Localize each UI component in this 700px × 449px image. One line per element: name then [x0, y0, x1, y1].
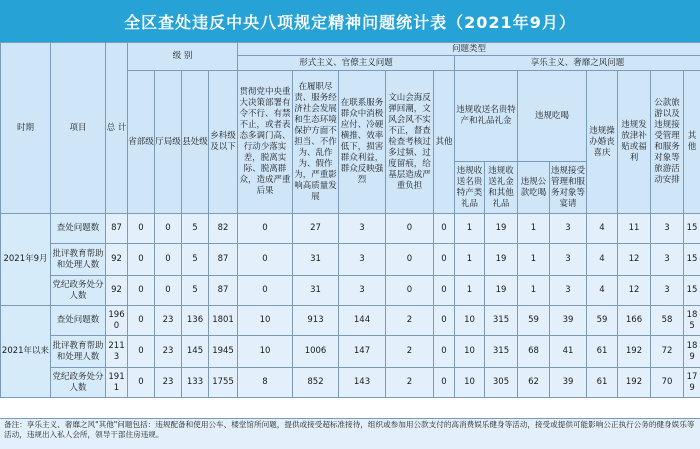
table-row [1, 336, 700, 368]
value-cell: 15 [684, 214, 700, 244]
value-cell: 0 [434, 276, 455, 306]
value-cell: 72 [651, 336, 684, 368]
value-cell: 0 [386, 244, 434, 276]
value-cell: 189 [684, 336, 700, 368]
page-title: 全区查处违反中央八项规定精神问题统计表（2021年9月） [0, 0, 700, 42]
value-cell: 15 [684, 276, 700, 306]
item-cell: 批评教育帮助和处理人数 [51, 244, 106, 276]
value-cell: 305 [485, 368, 518, 398]
value-cell: 19 [485, 214, 518, 244]
value-cell: 0 [155, 276, 182, 306]
value-cell: 0 [434, 214, 455, 244]
period-cell: 2021年以来 [1, 306, 51, 398]
value-cell: 3 [550, 214, 587, 244]
value-cell: 0 [238, 214, 293, 244]
header-gift-group: 违规收送名贵特产和礼品礼金 [455, 71, 518, 162]
header-level-col: 省部级 [128, 71, 155, 214]
value-cell: 8 [238, 368, 293, 398]
table-row [1, 244, 700, 276]
value-cell: 12 [618, 276, 651, 306]
value-cell: 31 [293, 244, 339, 276]
header-level: 级 别 [128, 43, 238, 71]
value-cell: 27 [293, 214, 339, 244]
value-cell: 0 [238, 276, 293, 306]
value-cell: 10 [455, 336, 485, 368]
value-cell: 0 [128, 368, 155, 398]
value-cell: 1945 [209, 336, 238, 368]
value-cell: 185 [684, 306, 700, 336]
value-cell: 10 [238, 306, 293, 336]
header-hedonism-col: 违规操办婚丧喜庆 [587, 71, 618, 214]
value-cell: 315 [485, 306, 518, 336]
value-cell: 0 [128, 336, 155, 368]
value-cell: 0 [128, 214, 155, 244]
value-cell: 10 [455, 368, 485, 398]
header-period: 时期 [1, 43, 51, 214]
header-level-col: 厅局级 [155, 71, 182, 214]
value-cell: 87 [209, 244, 238, 276]
value-cell: 1801 [209, 306, 238, 336]
table-data-body [1, 214, 700, 398]
value-cell: 192 [618, 336, 651, 368]
period-cell: 2021年9月 [1, 214, 51, 306]
header-hedonism-col: 违规发放津补贴或福利 [618, 71, 651, 214]
value-cell: 2 [386, 368, 434, 398]
value-cell: 70 [651, 368, 684, 398]
item-cell: 查处问题数 [51, 214, 106, 244]
value-cell: 0 [128, 244, 155, 276]
value-cell: 2 [386, 306, 434, 336]
header-hedonism-col: 公款旅游以及违规接受管理和服务对象等旅游活动安排 [651, 71, 684, 214]
value-cell: 23 [155, 306, 182, 336]
header-formalism-col: 在履职尽责、服务经济社会发展和生态环境保护方面不担当、不作为、乱作为、假作为，严重影响高质量发展 [293, 71, 339, 214]
header-formalism-col: 文山会海反弹回潮，文风会风不实不正，督查检查考核过多过频、过度留痕，给基层造成严重负担 [386, 71, 434, 214]
value-cell: 4 [587, 276, 618, 306]
table-row [1, 306, 700, 336]
header-dining-group: 违规吃喝 [518, 71, 587, 162]
value-cell: 147 [339, 336, 386, 368]
value-cell: 0 [386, 214, 434, 244]
item-cell: 党纪政务处分人数 [51, 276, 106, 306]
value-cell: 5 [182, 214, 209, 244]
value-cell: 143 [339, 368, 386, 398]
value-cell: 1755 [209, 368, 238, 398]
value-cell: 87 [106, 214, 128, 244]
value-cell: 61 [587, 368, 618, 398]
table-row [1, 276, 700, 306]
value-cell: 87 [209, 276, 238, 306]
value-cell: 144 [339, 306, 386, 336]
value-cell: 3 [339, 244, 386, 276]
value-cell: 92 [106, 244, 128, 276]
value-cell: 0 [155, 214, 182, 244]
value-cell: 1911 [106, 368, 128, 398]
value-cell: 3 [651, 276, 684, 306]
value-cell: 1 [455, 214, 485, 244]
header-problem-type: 问题类型 [238, 43, 700, 56]
value-cell: 41 [550, 336, 587, 368]
item-cell: 查处问题数 [51, 306, 106, 336]
value-cell: 0 [434, 336, 455, 368]
value-cell: 1 [518, 244, 550, 276]
value-cell: 133 [182, 368, 209, 398]
value-cell: 179 [684, 368, 700, 398]
value-cell: 68 [518, 336, 550, 368]
value-cell: 1006 [293, 336, 339, 368]
value-cell: 0 [386, 276, 434, 306]
value-cell: 23 [155, 368, 182, 398]
value-cell: 1960 [106, 306, 128, 336]
value-cell: 1 [518, 276, 550, 306]
header-dining-col: 违规接受管理和服务对象等宴请 [550, 162, 587, 214]
value-cell: 0 [434, 368, 455, 398]
value-cell: 4 [587, 214, 618, 244]
value-cell: 10 [238, 336, 293, 368]
value-cell: 62 [518, 368, 550, 398]
value-cell: 19 [485, 244, 518, 276]
value-cell: 61 [587, 336, 618, 368]
header-total: 总 计 [106, 43, 128, 214]
item-cell: 批评教育帮助和处理人数 [51, 336, 106, 368]
value-cell: 136 [182, 306, 209, 336]
value-cell: 1 [518, 214, 550, 244]
value-cell: 39 [550, 306, 587, 336]
header-formalism-col: 贯彻党中央重大决策部署有令不行、有禁不止，或者表态多调门高、行动少落实差，脱离实际、脱离群众，造成严重后果 [238, 71, 293, 214]
value-cell: 5 [182, 276, 209, 306]
value-cell: 166 [618, 306, 651, 336]
value-cell: 3 [339, 214, 386, 244]
value-cell: 39 [550, 368, 587, 398]
value-cell: 315 [485, 336, 518, 368]
header-hedonism-col: 其他 [684, 71, 700, 214]
value-cell: 3 [651, 244, 684, 276]
header-item: 项目 [51, 43, 106, 214]
header-hedonism: 享乐主义、奢靡之风问题 [455, 56, 700, 71]
value-cell: 11 [618, 214, 651, 244]
table-row [1, 368, 700, 398]
value-cell: 82 [209, 214, 238, 244]
value-cell: 3 [550, 244, 587, 276]
value-cell: 192 [618, 368, 651, 398]
header-level-col: 乡科级及以下 [209, 71, 238, 214]
value-cell: 59 [518, 306, 550, 336]
value-cell: 0 [238, 244, 293, 276]
header-gift-col: 违规收送名贵特产类礼品 [455, 162, 485, 214]
value-cell: 2 [386, 336, 434, 368]
value-cell: 5 [182, 244, 209, 276]
item-cell: 党纪政务处分人数 [51, 368, 106, 398]
value-cell: 3 [339, 276, 386, 306]
value-cell: 19 [485, 276, 518, 306]
value-cell: 0 [155, 244, 182, 276]
value-cell: 4 [587, 244, 618, 276]
value-cell: 0 [128, 306, 155, 336]
header-dining-col: 违规公款吃喝 [518, 162, 550, 214]
header-level-col: 县处级 [182, 71, 209, 214]
value-cell: 913 [293, 306, 339, 336]
value-cell: 145 [182, 336, 209, 368]
value-cell: 3 [651, 214, 684, 244]
value-cell: 0 [434, 306, 455, 336]
value-cell: 1 [455, 276, 485, 306]
value-cell: 31 [293, 276, 339, 306]
value-cell: 58 [651, 306, 684, 336]
value-cell: 0 [434, 244, 455, 276]
statistics-table [0, 42, 700, 398]
table-row [1, 214, 700, 244]
value-cell: 1 [455, 244, 485, 276]
value-cell: 15 [684, 244, 700, 276]
value-cell: 23 [155, 336, 182, 368]
header-gift-col: 违规收送礼金和其他礼品 [485, 162, 518, 214]
value-cell: 852 [293, 368, 339, 398]
value-cell: 10 [455, 306, 485, 336]
value-cell: 92 [106, 276, 128, 306]
value-cell: 0 [128, 276, 155, 306]
header-formalism-col: 在联系服务群众中消极应付、冷硬横推、效率低下，损害群众利益，群众反映强烈 [339, 71, 386, 214]
header-formalism-col: 其他 [434, 71, 455, 214]
value-cell: 59 [587, 306, 618, 336]
value-cell: 12 [618, 244, 651, 276]
value-cell: 3 [550, 276, 587, 306]
footnote: 备注：享乐主义、奢靡之风"其他"问题包括：违规配备和使用公车、楼堂馆所问题，提供或接受超标准接待，组织或参加用公款支付的高消费娱乐健身等活动，接受或提供可能影响公正执行公务的健身娱乐等活动，违规出入私人会所，领导干部住房违规。 [0, 418, 700, 449]
header-formalism: 形式主义、官僚主义问题 [238, 56, 455, 71]
value-cell: 2113 [106, 336, 128, 368]
